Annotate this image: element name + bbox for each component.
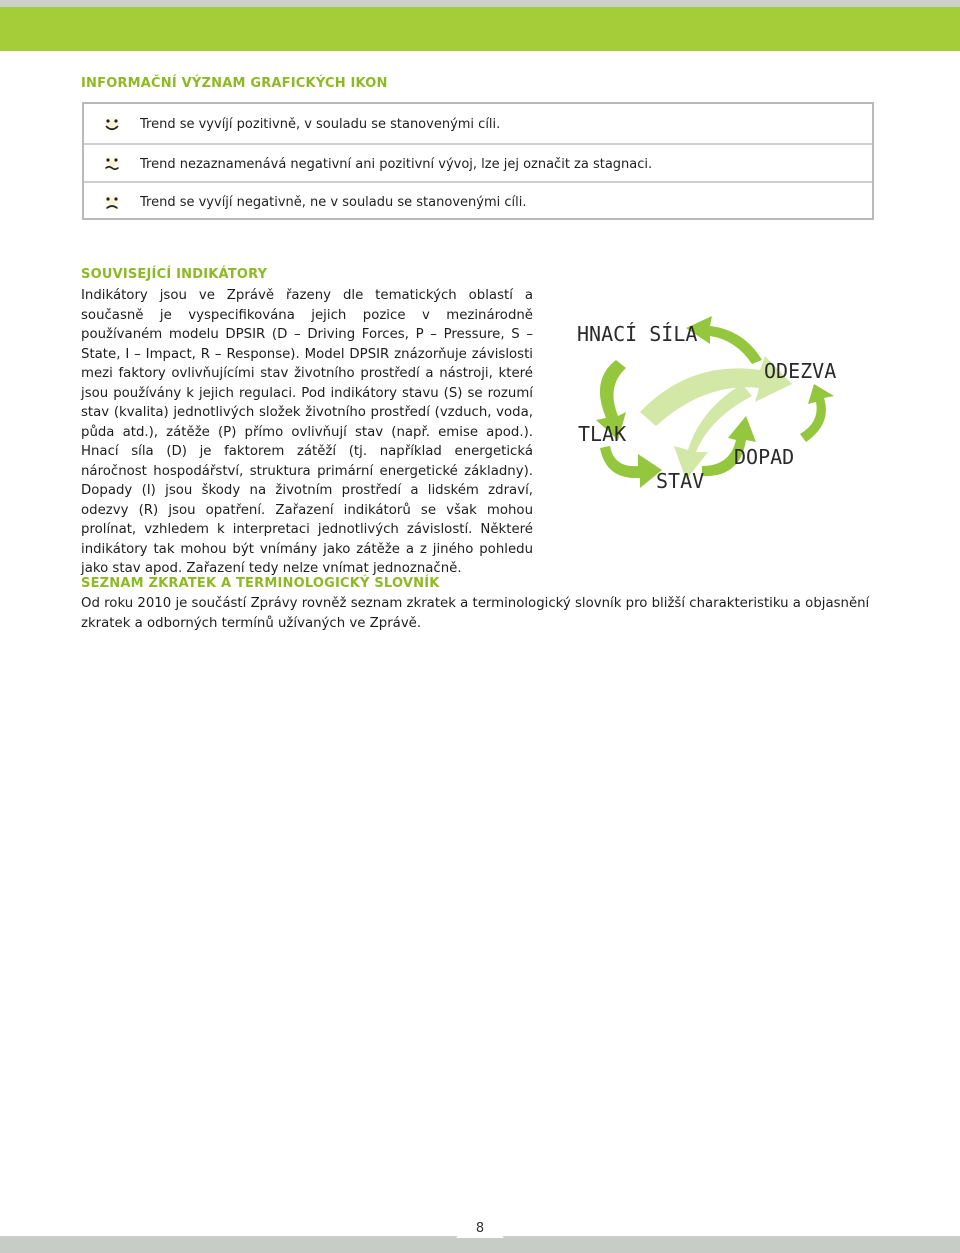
icon-legend-table — [82, 102, 874, 220]
legend-text-positive: Trend se vyvíjí pozitivně, v souladu se stanovenými cíli. — [140, 116, 501, 132]
header-band — [0, 7, 960, 51]
indicators-body-text: Indikátory jsou ve Zprávě řazeny dle tematických oblastí a současně je vyspecifikována jejich pozice v mezinárodně používaném modelu DPSIR (D – Driving Forces, P – Pressure, S – State, I – Impact, R – Response). Model DPSIR znázorňuje závislosti mezi faktory ovlivňujícími stav životního prostředí a nástroji, které jsou používány k jejich regulaci. Pod indikátory stavu (S) se rozumí stav (kvalita) jednotlivých složek životního prostředí (vzduch, voda, půda atd.), zátěže (P) přímo ovlivňují stav (např. emise apod.). Hnací síla (D) je faktorem zátěží (tj. například energetická náročnost hospodářství, struktura primární energetické základny). Dopady (I) jsou škody na životním prostředí a lidském zdraví, odezvy (R) jsou opatření. Zařazení indikátorů se však mohou prolínat, vzhledem k interpretaci jednotlivých závislostí. Některé indikátory tak mohou být vnímány jako zátěže a z jiného pohledu jako stav apod. Zařazení tedy nelze vnímat jednoznačně. — [81, 288, 533, 576]
dpsir-arrow-impact-response — [800, 384, 834, 442]
page-number: 8 — [475, 1221, 485, 1236]
legend-row-positive — [84, 105, 872, 143]
indicators-section-title: SOUVISEJÍCÍ INDIKÁTORY — [81, 267, 268, 282]
footer-band — [0, 1236, 960, 1253]
dpsir-label-impact: DOPAD — [734, 445, 795, 469]
legend-row-negative — [84, 181, 872, 221]
dpsir-diagram — [570, 300, 860, 520]
smiley-negative-icon — [84, 189, 140, 215]
dpsir-label-pressure: TLAK — [578, 422, 627, 446]
dpsir-label-response: ODEZVA — [764, 359, 837, 383]
dpsir-label-driving: HNACÍ SÍLA — [577, 322, 698, 346]
smiley-positive-icon — [84, 111, 140, 137]
glossary-body-text: Od roku 2010 je součástí Zprávy rovněž seznam zkratek a terminologický slovník pro bližší charakteristiku a objasnění zkratek a odborných termínů užívaných ve Zprávě. — [81, 596, 870, 631]
dpsir-arrow-pressure-state — [600, 446, 662, 488]
legend-row-neutral — [84, 143, 872, 183]
glossary-section-title: SEZNAM ZKRATEK A TERMINOLOGICKÝ SLOVNÍK — [81, 576, 440, 591]
smiley-neutral-icon — [84, 151, 140, 177]
icon-section-title: INFORMAČNÍ VÝZNAM GRAFICKÝCH IKON — [81, 76, 388, 91]
legend-text-negative: Trend se vyvíjí negativně, ne v souladu se stanovenými cíli. — [140, 194, 527, 210]
legend-text-neutral: Trend nezaznamenává negativní ani pozitivní vývoj, lze jej označit za stagnaci. — [140, 156, 653, 172]
header-top-strip — [0, 0, 960, 7]
dpsir-label-state: STAV — [656, 469, 705, 493]
